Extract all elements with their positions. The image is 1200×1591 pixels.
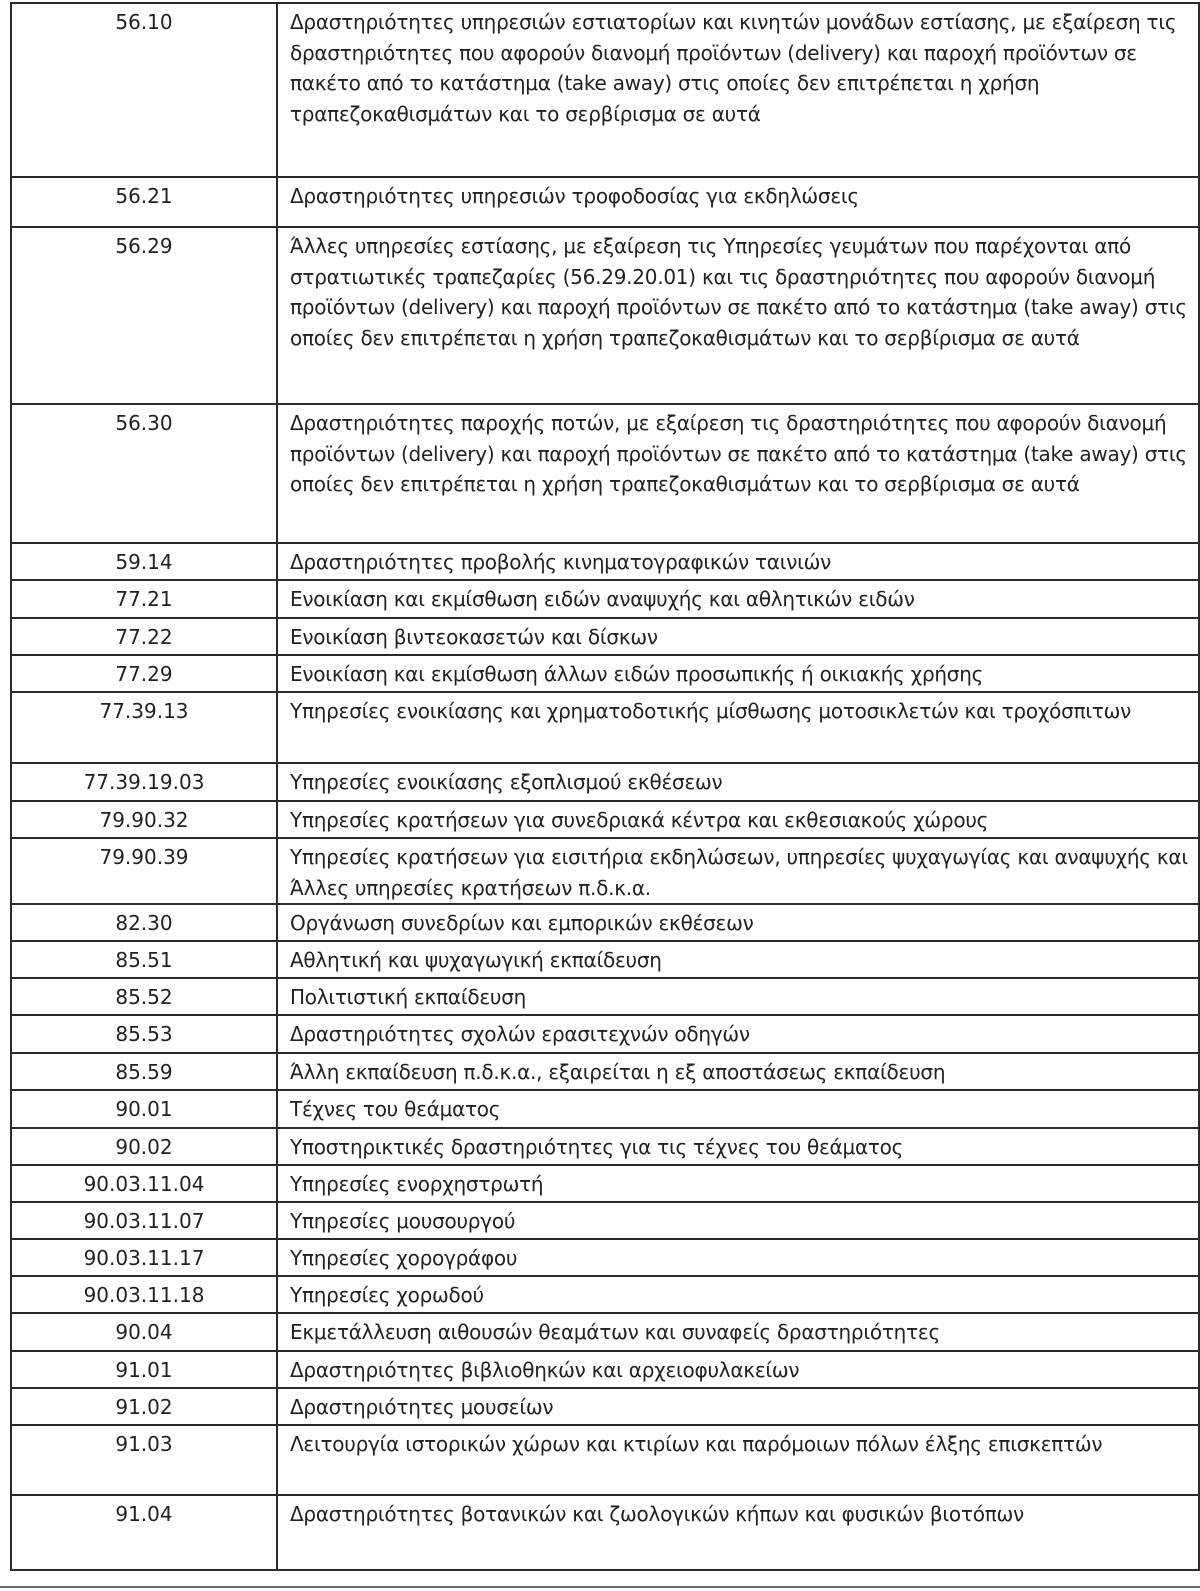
table-row bbox=[11, 1276, 1199, 1313]
activity-code-table bbox=[10, 2, 1200, 1571]
table-row bbox=[11, 1202, 1199, 1239]
table-row bbox=[11, 1015, 1199, 1053]
activity-code-cell: 77.21 bbox=[11, 580, 277, 618]
activity-description-cell: Αθλητική και ψυχαγωγική εκπαίδευση bbox=[277, 941, 1199, 978]
activity-code-cell: 85.52 bbox=[11, 978, 277, 1015]
activity-description-cell: Υποστηρικτικές δραστηριότητες για τις τέχνες του θεάματος bbox=[277, 1128, 1199, 1165]
table-row bbox=[11, 692, 1199, 763]
activity-code-cell: 90.03.11.17 bbox=[11, 1239, 277, 1276]
activity-code-cell: 56.10 bbox=[11, 3, 277, 177]
table-row bbox=[11, 1313, 1199, 1351]
table-row bbox=[11, 763, 1199, 801]
activity-code-cell: 90.03.11.18 bbox=[11, 1276, 277, 1313]
table-body bbox=[11, 3, 1199, 1570]
table-row bbox=[11, 941, 1199, 978]
table-row bbox=[11, 1128, 1199, 1165]
activity-code-cell: 56.21 bbox=[11, 177, 277, 227]
activity-code-cell: 77.22 bbox=[11, 618, 277, 655]
activity-code-cell: 79.90.32 bbox=[11, 801, 277, 838]
table-row bbox=[11, 618, 1199, 655]
activity-description-cell: Δραστηριότητες σχολών ερασιτεχνών οδηγών bbox=[277, 1015, 1199, 1053]
activity-code-cell: 56.30 bbox=[11, 404, 277, 543]
table-row bbox=[11, 543, 1199, 580]
activity-description-cell: Εκμετάλλευση αιθουσών θεαμάτων και συναφείς δραστηριότητες bbox=[277, 1313, 1199, 1351]
activity-code-cell: 77.39.13 bbox=[11, 692, 277, 763]
activity-description-cell: Λειτουργία ιστορικών χώρων και κτιρίων και παρόμοιων πόλων έλξης επισκεπτών bbox=[277, 1425, 1199, 1495]
activity-code-cell: 79.90.39 bbox=[11, 838, 277, 904]
activity-code-cell: 77.29 bbox=[11, 655, 277, 692]
table-row bbox=[11, 1425, 1199, 1495]
table-row bbox=[11, 1053, 1199, 1090]
table-row bbox=[11, 177, 1199, 227]
activity-code-cell: 85.53 bbox=[11, 1015, 277, 1053]
page-bottom-rule bbox=[0, 1586, 1200, 1588]
activity-description-cell: Ενοικίαση και εκμίσθωση ειδών αναψυχής και αθλητικών ειδών bbox=[277, 580, 1199, 618]
activity-description-cell: Δραστηριότητες παροχής ποτών, με εξαίρεση τις δραστηριότητες που αφορούν διανομή προϊόντων (delivery) και παροχή προϊόντων σε πακέτο από το κατάστημα (take away) στις οποίες δεν επιτρέπεται η χρήση τραπεζοκαθισμάτων και το σερβίρισμα σε αυτά bbox=[277, 404, 1199, 543]
table-row bbox=[11, 1239, 1199, 1276]
activity-description-cell: Ενοικίαση και εκμίσθωση άλλων ειδών προσωπικής ή οικιακής χρήσης bbox=[277, 655, 1199, 692]
activity-code-cell: 91.03 bbox=[11, 1425, 277, 1495]
activity-description-cell: Υπηρεσίες ενορχηστρωτή bbox=[277, 1165, 1199, 1202]
activity-code-cell: 91.02 bbox=[11, 1388, 277, 1425]
activity-code-cell: 77.39.19.03 bbox=[11, 763, 277, 801]
activity-description-cell: Υπηρεσίες κρατήσεων για συνεδριακά κέντρα και εκθεσιακούς χώρους bbox=[277, 801, 1199, 838]
activity-description-cell: Υπηρεσίες χορωδού bbox=[277, 1276, 1199, 1313]
activity-code-cell: 91.01 bbox=[11, 1351, 277, 1388]
activity-code-cell: 90.03.11.07 bbox=[11, 1202, 277, 1239]
table-row bbox=[11, 1090, 1199, 1128]
activity-description-cell: Άλλες υπηρεσίες εστίασης, με εξαίρεση τις Υπηρεσίες γευμάτων που παρέχονται από στρατιωτικές τραπεζαρίες (56.29.20.01) και τις δραστηριότητες που αφορούν διανομή προϊόντων (delivery) και παροχή προϊόντων σε πακέτο από το κατάστημα (take away) στις οποίες δεν επιτρέπεται η χρήση τραπεζοκαθισμάτων και το σερβίρισμα σε αυτά bbox=[277, 227, 1199, 404]
activity-code-cell: 59.14 bbox=[11, 543, 277, 580]
activity-code-cell: 90.03.11.04 bbox=[11, 1165, 277, 1202]
activity-description-cell: Δραστηριότητες μουσείων bbox=[277, 1388, 1199, 1425]
activity-code-cell: 90.01 bbox=[11, 1090, 277, 1128]
activity-description-cell: Υπηρεσίες μουσουργού bbox=[277, 1202, 1199, 1239]
activity-description-cell: Τέχνες του θεάματος bbox=[277, 1090, 1199, 1128]
table-row bbox=[11, 227, 1199, 404]
activity-code-cell: 91.04 bbox=[11, 1495, 277, 1570]
activity-description-cell: Δραστηριότητες βοτανικών και ζωολογικών κήπων και φυσικών βιοτόπων bbox=[277, 1495, 1199, 1570]
activity-code-cell: 90.04 bbox=[11, 1313, 277, 1351]
table-row bbox=[11, 404, 1199, 543]
activity-code-cell: 85.51 bbox=[11, 941, 277, 978]
table-row bbox=[11, 978, 1199, 1015]
activity-code-cell: 85.59 bbox=[11, 1053, 277, 1090]
activity-code-cell: 56.29 bbox=[11, 227, 277, 404]
activity-code-cell: 90.02 bbox=[11, 1128, 277, 1165]
table-row bbox=[11, 838, 1199, 904]
activity-description-cell: Δραστηριότητες υπηρεσιών εστιατορίων και κινητών μονάδων εστίασης, με εξαίρεση τις δραστηριότητες που αφορούν διανομή προϊόντων (delivery) και παροχή προϊόντων σε πακέτο από το κατάστημα (take away) στις οποίες δεν επιτρέπεται η χρήση τραπεζοκαθισμάτων και το σερβίρισμα σε αυτά bbox=[277, 3, 1199, 177]
table-row bbox=[11, 580, 1199, 618]
activity-description-cell: Πολιτιστική εκπαίδευση bbox=[277, 978, 1199, 1015]
activity-description-cell: Δραστηριότητες βιβλιοθηκών και αρχειοφυλακείων bbox=[277, 1351, 1199, 1388]
activity-description-cell: Δραστηριότητες προβολής κινηματογραφικών ταινιών bbox=[277, 543, 1199, 580]
activity-description-cell: Δραστηριότητες υπηρεσιών τροφοδοσίας για εκδηλώσεις bbox=[277, 177, 1199, 227]
table-row bbox=[11, 1165, 1199, 1202]
activity-code-cell: 82.30 bbox=[11, 904, 277, 941]
activity-description-cell: Υπηρεσίες κρατήσεων για εισιτήρια εκδηλώσεων, υπηρεσίες ψυχαγωγίας και αναψυχής και Άλλες υπηρεσίες κρατήσεων π.δ.κ.α. bbox=[277, 838, 1199, 904]
activity-description-cell: Ενοικίαση βιντεοκασετών και δίσκων bbox=[277, 618, 1199, 655]
activity-description-cell: Υπηρεσίες χορογράφου bbox=[277, 1239, 1199, 1276]
activity-description-cell: Υπηρεσίες ενοικίασης εξοπλισμού εκθέσεων bbox=[277, 763, 1199, 801]
table-row bbox=[11, 904, 1199, 941]
table-row bbox=[11, 1351, 1199, 1388]
table-row bbox=[11, 1495, 1199, 1570]
table-row bbox=[11, 1388, 1199, 1425]
activity-description-cell: Άλλη εκπαίδευση π.δ.κ.α., εξαιρείται η εξ αποστάσεως εκπαίδευση bbox=[277, 1053, 1199, 1090]
table-row bbox=[11, 3, 1199, 177]
table-row bbox=[11, 655, 1199, 692]
activity-description-cell: Υπηρεσίες ενοικίασης και χρηματοδοτικής μίσθωσης μοτοσικλετών και τροχόσπιτων bbox=[277, 692, 1199, 763]
table-row bbox=[11, 801, 1199, 838]
activity-description-cell: Οργάνωση συνεδρίων και εμπορικών εκθέσεων bbox=[277, 904, 1199, 941]
